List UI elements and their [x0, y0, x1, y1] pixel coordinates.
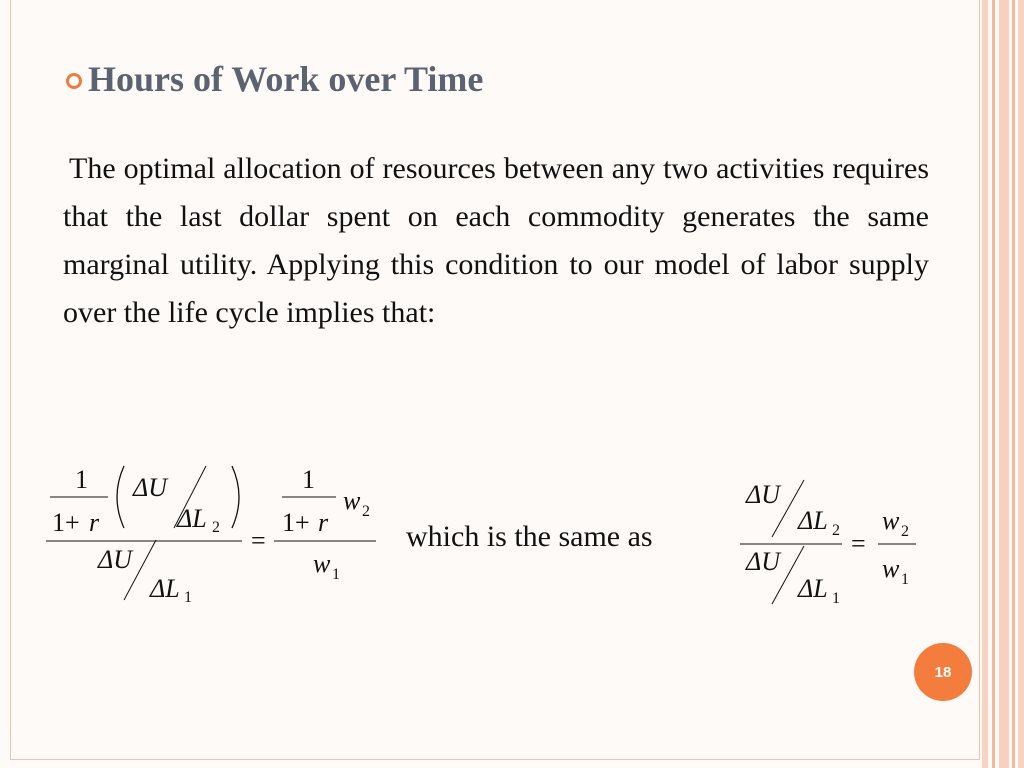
eq-sub-2: 2 [362, 503, 370, 520]
eq-delta-l1: ΔL [798, 574, 828, 603]
eq-sub-1: 1 [184, 589, 192, 606]
eq-equals: = [251, 526, 266, 555]
right-paren [232, 466, 239, 528]
eq-delta-l1: ΔL [150, 574, 180, 603]
eq-sub-2: 2 [901, 523, 909, 540]
eq-equals: = [851, 529, 866, 558]
eq-delta-u: ΔU [746, 480, 781, 509]
body-paragraph: The optimal allocation of resources between any two activities requires that the last dollar spent on each commodity generates the same marginal utility. Applying this condition to our model of labor supply over the life cycle implies that: [63, 152, 929, 329]
equation-right [740, 480, 916, 607]
eq-one: 1 [302, 465, 315, 494]
eq-sub-1: 1 [332, 566, 340, 583]
eq-sub-1: 1 [832, 590, 840, 607]
eq-delta-l2: ΔL [798, 506, 828, 535]
eq-delta-u: ΔU [746, 547, 781, 576]
eq-w: w [882, 554, 900, 583]
eq-sub-2: 2 [832, 522, 840, 539]
eq-one-plus: 1+ [52, 508, 80, 537]
eq-r: r [318, 508, 329, 537]
eq-delta-u: ΔU [98, 545, 133, 574]
eq-w: w [313, 549, 331, 578]
slide-title: Hours of Work over Time [88, 59, 484, 99]
page-number-badge: 18 [914, 643, 972, 701]
eq-sub-2: 2 [212, 519, 220, 536]
eq-r: r [89, 508, 100, 537]
eq-delta-l2: ΔL [177, 504, 207, 533]
eq-sub-1: 1 [901, 571, 909, 588]
left-paren [117, 466, 124, 528]
eq-w: w [343, 486, 361, 515]
connector-text: which is the same as [406, 520, 653, 553]
eq-one: 1 [75, 465, 88, 494]
eq-one-plus: 1+ [282, 508, 310, 537]
equation-left [46, 465, 376, 606]
eq-delta-u: ΔU [133, 473, 168, 502]
eq-w: w [882, 506, 900, 535]
